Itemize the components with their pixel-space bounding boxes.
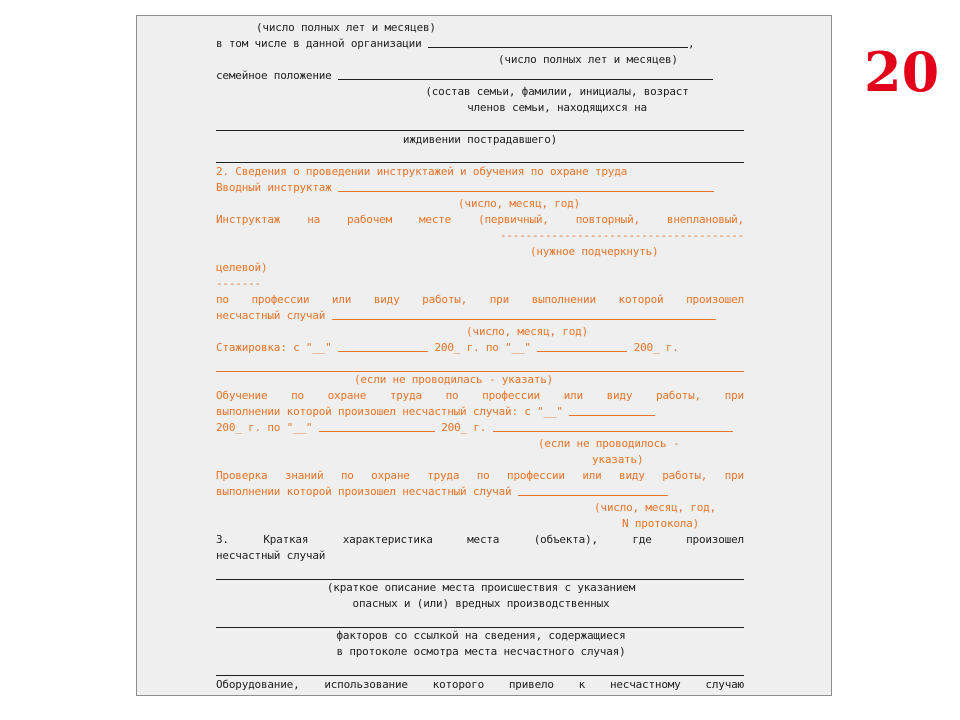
slide-number: 20 <box>864 40 940 104</box>
hint-underline: (нужное подчеркнуть) <box>530 245 659 258</box>
hint-check-2: N протокола) <box>622 517 700 530</box>
training-line-3: 200_ г. по "__" 200_ г. <box>216 420 744 436</box>
section2-heading: 2. Сведения о проведении инструктажей и обучения по охране труда <box>216 165 628 178</box>
hint-dependents: иждивении пострадавшего) <box>402 133 558 146</box>
training-line: Обучение по охране труда по профессии или виду работы, при <box>216 389 744 402</box>
hint-internship: (если не проводилась - указать) <box>354 373 554 386</box>
hint-place-3: факторов со ссылкой на сведения, содержащиеся <box>336 629 626 642</box>
blank-line <box>216 162 744 163</box>
hint-place-2: опасных и (или) вредных производственных <box>352 597 610 610</box>
hint-check-1: (число, месяц, год, <box>594 501 717 514</box>
hint-years-org: (число полных лет и месяцев) <box>498 53 678 66</box>
targeted-line: целевой) <box>216 261 268 274</box>
blank-line <box>216 675 744 676</box>
hint-training-1: (если не проводилось - <box>538 437 680 450</box>
training-line-2: выполнении которой произошел несчастный случай: с "__" <box>216 404 744 420</box>
org-experience-line: в том числе в данной организации , <box>216 37 695 50</box>
family-status-line: семейное положение <box>216 68 744 84</box>
intro-instruction-line: Вводный инструктаж <box>216 180 744 196</box>
dash-line-short: ------- <box>216 277 261 290</box>
accident-line: несчастный случай <box>216 308 744 324</box>
dash-line-long: -------------------------------------- <box>499 229 744 242</box>
hint-family-2: членов семьи, находящихся на <box>467 101 647 114</box>
hint-years-total: (число полных лет и месяцев) <box>256 21 436 34</box>
profession-line: по профессии или виду работы, при выполнении которой произошел <box>216 293 744 306</box>
blank-line <box>216 130 744 131</box>
section3-heading-2: несчастный случай <box>216 549 326 562</box>
hint-intro-date: (число, месяц, год) <box>458 197 581 210</box>
hint-accident-date: (число, месяц, год) <box>466 325 589 338</box>
section3-heading: 3. Краткая характеристика места (объекта), где произошел <box>216 533 744 546</box>
internship-line: Стажировка: с "__" 200_ г. по "__" 200_ г. <box>216 341 679 354</box>
equipment-line: Оборудование, использование которого привело к несчастному случаю <box>216 678 744 691</box>
hint-training-2: указать) <box>592 453 644 466</box>
knowledge-check-line: Проверка знаний по охране труда по профессии или виду работы, при <box>216 469 744 482</box>
hint-family-1: (состав семьи, фамилии, инициалы, возраст <box>425 85 689 98</box>
knowledge-check-line-2: выполнении которой произошел несчастный случай <box>216 484 744 500</box>
hint-place-4: в протоколе осмотра места несчастного случая) <box>336 645 626 658</box>
workplace-instruction-line: Инструктаж на рабочем месте (первичный, повторный, внеплановый, <box>216 213 744 226</box>
hint-place-1: (краткое описание места происшествия с указанием <box>326 581 636 594</box>
